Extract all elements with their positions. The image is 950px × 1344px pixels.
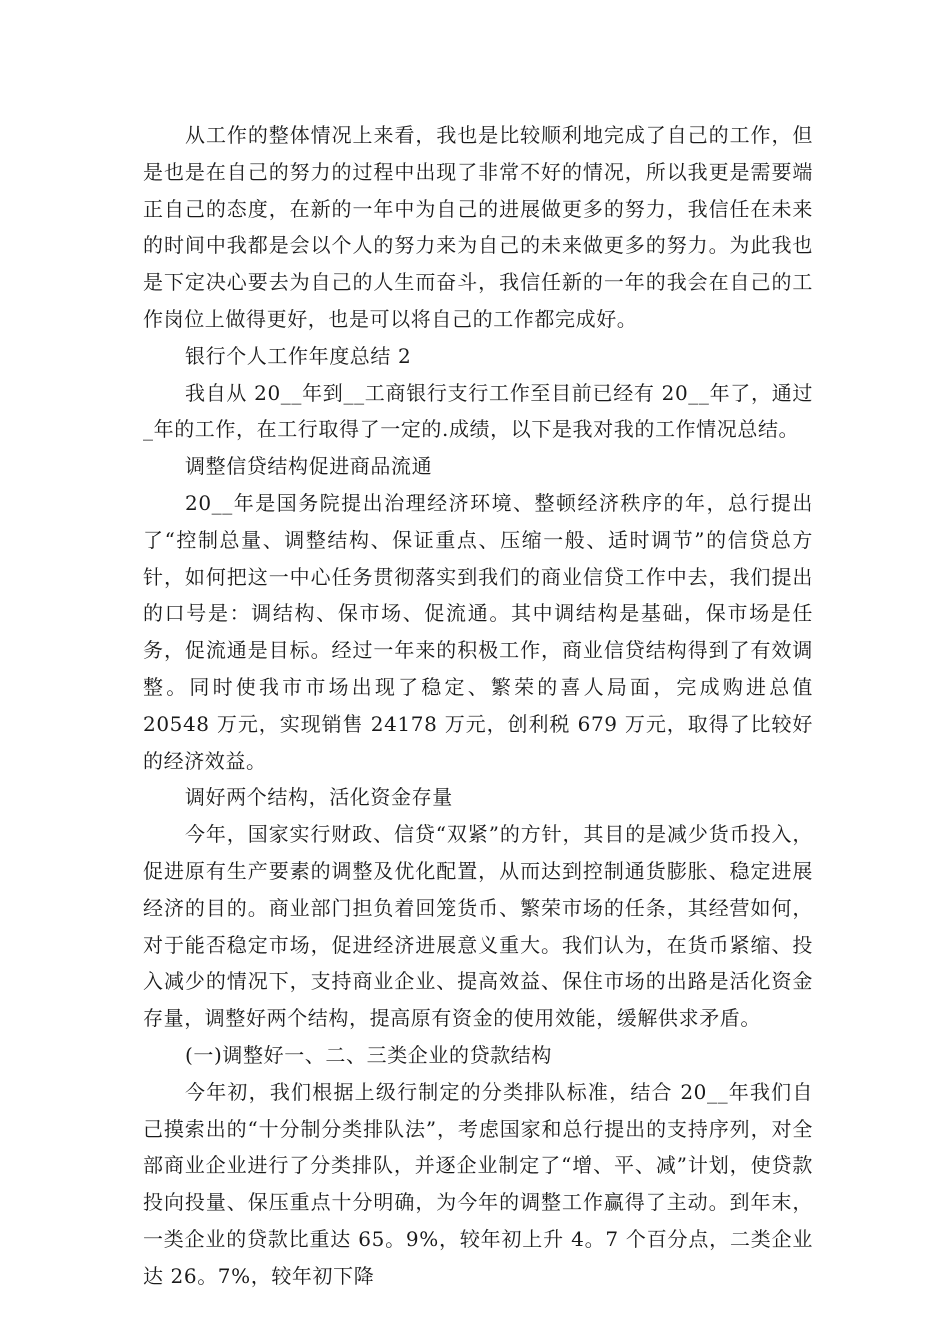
heading-adjust-credit-structure: 调整信贷结构促进商品流通 [185,454,433,479]
paragraph-work-summary: 从工作的整体情况上来看，我也是比较顺利地完成了自己的工作，但是也是在自己的努力的过程中出现了非常不好的情况，所以我更是需要端正自己的态度，在新的一年中为自己的进展做更多的努力，我信任在未来的时间中我都是会以个人的努力来为自己的未来做更多的努力。为此我也是下定决心要去为自己的人生而奋斗，我信任新的一年的我会在自己的工作岗位上做得更好，也是可以将自己的工作都完成好。 [143,123,813,331]
paragraph-double-tight-policy: 今年，国家实行财政、信贷“双紧”的方针，其目的是减少货币投入，促进原有生产要素的调整及优化配置，从而达到控制通货膨胀、稳定进展经济的目的。商业部门担负着回笼货币、繁荣市场的任条，其经营如何，对于能否稳定市场，促进经济进展意义重大。我们认为，在货币紧缩、投入减少的情况下，支持商业企业、提高效益、保住市场的出路是活化资金存量，调整好两个结构，提高原有资金的使用效能，缓解供求矛盾。 [143,822,813,1031]
heading-two-structures: 调好两个结构，活化资金存量 [185,785,453,810]
heading-enterprise-loan-structure: (一)调整好一、二、三类企业的贷款结构 [185,1042,553,1067]
document-body [143,117,813,1295]
paragraph-intro: 我自从 20__年到__工商银行支行工作至目前已经有 20__年了，通过_年的工作，在工行取得了一定的.成绩，以下是我对我的工作情况总结。 [143,380,813,442]
section-title-annual-summary: 银行个人工作年度总结 2 [185,343,412,368]
paragraph-classification: 今年初，我们根据上级行制定的分类排队标准，结合 20__年我们自己摸索出的“十分制分类排队法”，考虑国家和总行提出的支持序列，对全部商业企业进行了分类排队，并逐企业制定了“增、平、减”计划，使贷款投向投量、保压重点十分明确，为今年的调整工作赢得了主动。到年末，一类企业的贷款比重达 65。9%，较年初上升 4。7 个百分点，二类企业达 26。7%，较年初下降 [143,1079,813,1288]
paragraph-credit-policy: 20__年是国务院提出治理经济环境、整顿经济秩序的年，总行提出了“控制总量、调整结构、保证重点、压缩一般、适时调节”的信贷总方针，如何把这一中心任务贯彻落实到我们的商业信贷工作中去，我们提出的口号是：调结构、保市场、促流通。其中调结构是基础，保市场是任务，促流通是目标。经过一年来的积极工作，商业信贷结构得到了有效调整。同时使我市市场出现了稳定、繁荣的喜人局面，完成购进总值 20548 万元，实现销售 24178 万元，创利税 679 万元，取得了比较好的经济效益。 [143,490,813,773]
